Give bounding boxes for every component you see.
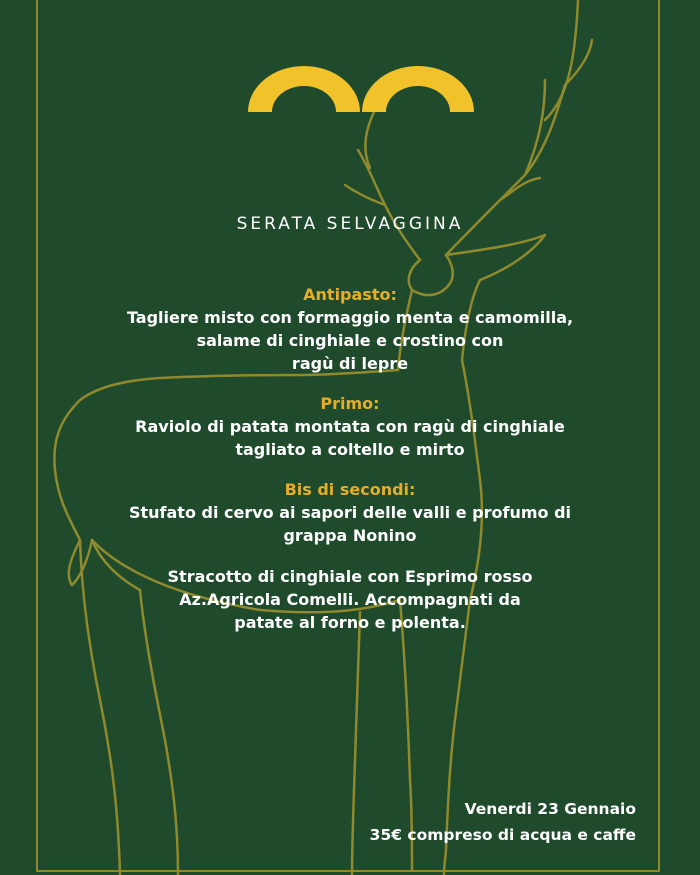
section-heading: Primo: [320,394,380,413]
description-line: Raviolo di patata montata con ragù di cinghiale [135,417,565,436]
section-description [0,415,700,461]
event-info [370,796,636,848]
section-description [0,565,700,634]
description-line: Tagliere misto con formaggio menta e camomilla, [126,308,574,327]
double-arch-logo-icon [248,66,474,112]
menu-section-stracotto [0,565,700,634]
page-title: SERATA SELVAGGINA [236,214,464,234]
event-date: Venerdi 23 Gennaio [464,800,636,818]
description-line: Stufato di cervo ai sapori delle valli e profumo di [128,503,572,522]
menu-list [0,284,700,652]
description-line: tagliato a coltello e mirto [235,440,465,459]
menu-section-secondi [0,479,700,547]
section-heading: Antipasto: [303,285,397,304]
description-line: Az.Agricola Comelli. Accompagnati da [179,590,521,609]
event-price: 35€ compreso di acqua e caffe [369,826,636,844]
description-line: grappa Nonino [283,526,417,545]
description-line: salame di cinghiale e crostino con [196,331,504,350]
section-description [0,306,700,375]
section-description [0,501,700,547]
menu-section-antipasto [0,284,700,375]
section-heading: Bis di secondi: [284,480,416,499]
description-line: Stracotto di cinghiale con Esprimo rosso [167,567,533,586]
menu-section-primo [0,393,700,461]
description-line: ragù di lepre [291,354,409,373]
description-line: patate al forno e polenta. [234,613,466,632]
